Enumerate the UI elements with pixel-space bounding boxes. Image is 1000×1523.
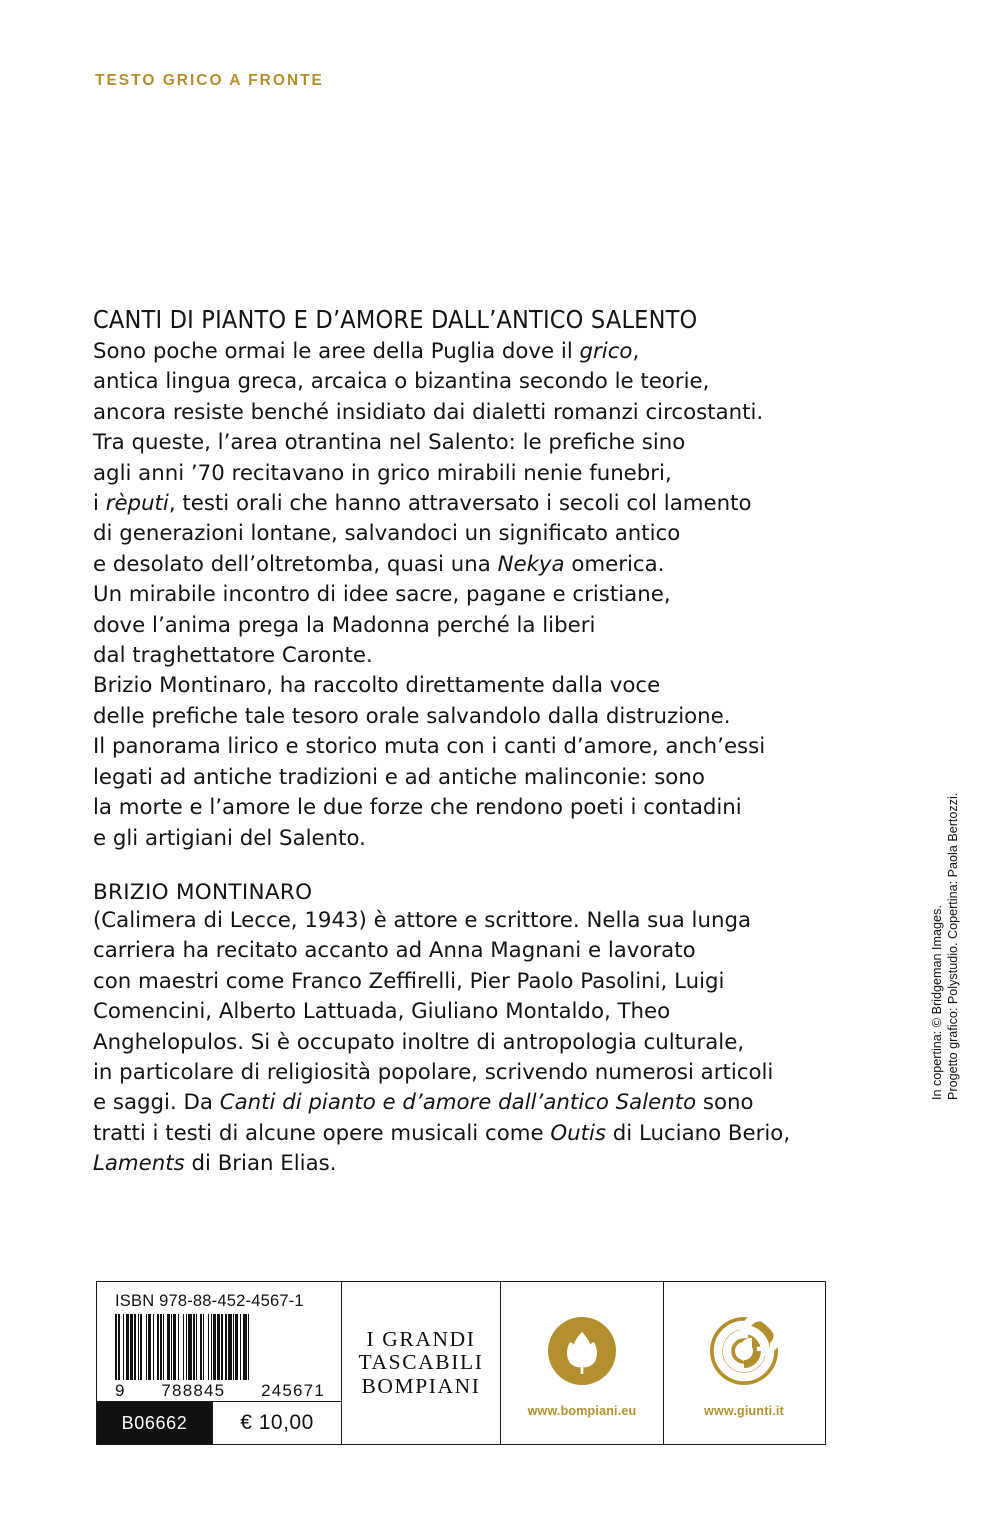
- bompiani-logo-wrap: [501, 1282, 663, 1444]
- product-code: B06662: [97, 1402, 213, 1444]
- price-value: € 10,00: [240, 1411, 314, 1434]
- giunti-spiral-icon: [709, 1316, 779, 1391]
- barcode-digit-group-3: 245671: [261, 1381, 325, 1400]
- imprint-cell: [342, 1282, 501, 1444]
- isbn-label: ISBN 978-88-452-4567-1: [115, 1292, 304, 1310]
- imprint-logo: [342, 1282, 500, 1444]
- blurb-block: [93, 305, 793, 1180]
- barcode-digits: [115, 1380, 327, 1401]
- giunti-url[interactable]: www.giunti.it: [704, 1404, 784, 1418]
- barcode-digit-group-1: 9: [115, 1381, 126, 1400]
- barcode-digit-group-2: 788845: [161, 1381, 226, 1400]
- credits-line-2: Progetto grafico: Polystudio. Copertina: Paola Bertozzi.: [945, 792, 960, 1100]
- bottom-info-bar: [96, 1281, 826, 1445]
- bompiani-url[interactable]: www.bompiani.eu: [527, 1404, 637, 1418]
- imprint-line-1: I GRANDI: [366, 1327, 476, 1352]
- giunti-logo-wrap: [664, 1282, 824, 1444]
- blurb-title: CANTI DI PIANTO E D’AMORE DALL’ANTICO SALENTO: [93, 305, 698, 334]
- series-label: TESTO GRICO A FRONTE: [95, 72, 324, 89]
- author-name: BRIZIO MONTINARO: [93, 879, 313, 905]
- blurb-paragraph: Sono poche ormai le aree della Puglia dove il grico, antica lingua greca, arcaica o bizantina secondo le teorie, ancora resiste benché insidiato dai dialetti romanzi circostanti. Tra queste, l’area otrantina nel Salento: le prefiche sino agli anni ’70 recitavano in grico mirabili nenie funebri, i rèputi, testi orali che hanno attraversato i secoli col lamento di generazioni lontane, salvandoci un significato antico e desolato dell’oltretomba, quasi una Nekya omerica. Un mirabile incontro di idee sacre, pagane e cristiane, dove l’anima prega la Madonna perché la liberi dal traghettatore Caronte. Brizio Montinaro, ha raccolto direttamente dalla voce delle prefiche tale tesoro orale salvandolo dalla distruzione. Il panorama lirico e storico muta con i canti d’amore, anch’essi legati ad antiche tradizioni e ad antiche malinconie: sono la morte e l’amore le due forze che rendono poeti i contadini e gli artigiani del Salento.: [93, 339, 766, 851]
- credits-line-1: In copertina: © Bridgeman Images.: [930, 905, 944, 1100]
- barcode-wrap: [97, 1311, 341, 1401]
- author-bio: (Calimera di Lecce, 1943) è attore e scrittore. Nella sua lunga carriera ha recitato accanto ad Anna Magnani e lavorato con maestri come Franco Zeffirelli, Pier Paolo Pasolini, Luigi Comencini, Alberto Lattuada, Giuliano Montaldo, Theo Anghelopulos. Si è occupato inoltre di antropologia culturale, in particolare di religiosità popolare, scrivendo numerosi articoli e saggi. Da Canti di pianto e d’amore dall’antico Salento sono tratti i testi di alcune opere musicali come Outis di Luciano Berio, Laments di Brian Elias.: [93, 907, 791, 1177]
- barcode-image: [115, 1314, 327, 1380]
- imprint-line-2: TASCABILI: [358, 1350, 484, 1375]
- imprint-line-3: BOMPIANI: [361, 1373, 481, 1398]
- barcode-cell: [97, 1282, 342, 1444]
- giunti-cell: [664, 1282, 824, 1444]
- price-row: [97, 1401, 341, 1444]
- cover-credits: [930, 680, 961, 1100]
- bompiani-flower-icon: [547, 1316, 617, 1391]
- bompiani-cell: [501, 1282, 664, 1444]
